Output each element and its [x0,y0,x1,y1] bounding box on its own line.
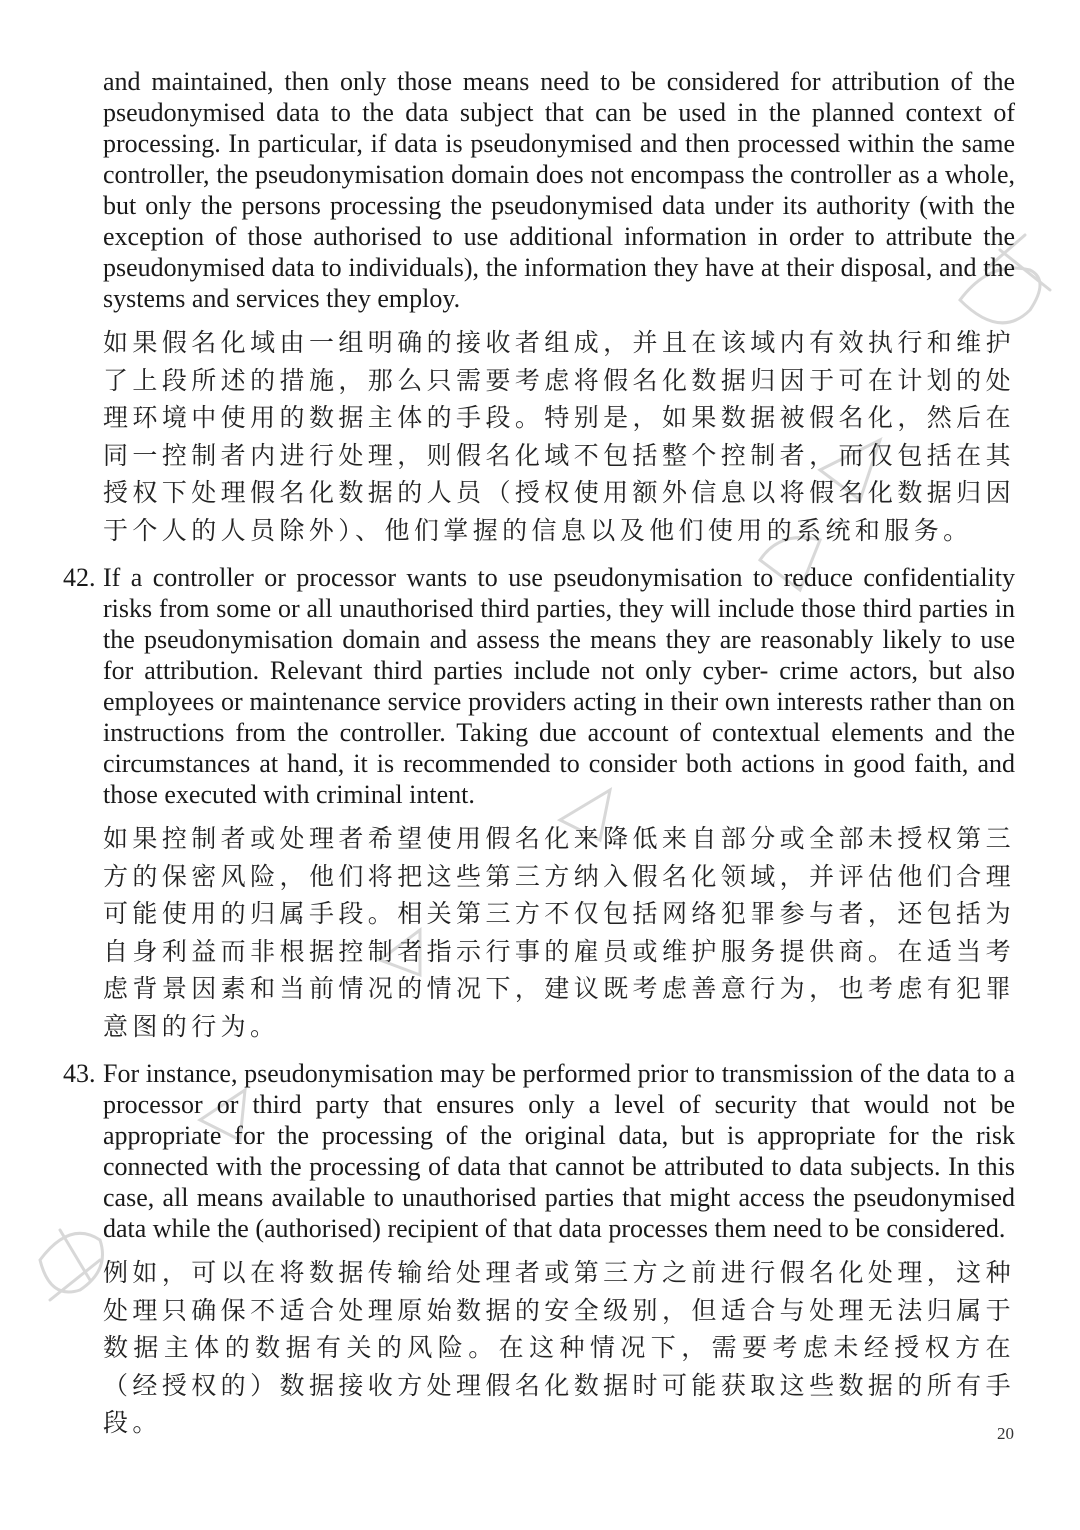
paragraph-english: and maintained, then only those means need to be considered for attribution of the pseudonymised data to the data subject that can be used in the planned context of processing. In particular, if data is pseudonymised and then processed within the same controller, the pseudonymisation domain does not encompass the controller as a whole, but only the persons processing the pseudonymised data under its authority (with the exception of those authorised to use additional information in order to attribute the pseudonymised data to individuals), the information they have at their disposal, and the systems and services they employ. [103,67,1015,313]
paragraph-42 [63,562,1015,1045]
paragraph-english: If a controller or processor wants to use pseudonymisation to reduce confidentiality risks from some or all unauthorised third parties, they will include those third parties in the pseudonymisation domain and assess the means they are reasonably likely to use for attribution. Relevant third parties include not only cyber- crime actors, but also employees or maintenance service providers acting in their own interests rather than on instructions from the controller. Taking due account of contextual elements and the circumstances at hand, it is recommended to consider both actions in good faith, and those executed with criminal intent. [103,563,1015,809]
paragraph-number: 43. [63,1059,96,1088]
paragraph-number: 42. [63,563,96,592]
paragraph-continued [103,66,1015,549]
page-content [63,66,1015,1442]
paragraph-english: For instance, pseudonymisation may be performed prior to transmission of the data to a processor or third party that ensures only a level of security that would not be appropriate for the processing of the original data, but is appropriate for the risk connected with the processing of data that cannot be attributed to data subjects. In this case, all means available to unauthorised parties that might access the pseudonymised data while the (authorised) recipient of that data processes them need to be considered. [103,1059,1015,1243]
paragraph-43 [63,1058,1015,1442]
page-number: 20 [997,1424,1014,1443]
paragraph-chinese: 例如，可以在将数据传输给处理者或第三方之前进行假名化处理，这种处理只确保不适合处理原始数据的安全级别，但适合与处理无法归属于数据主体的数据有关的风险。在这种情况下，需要考虑未经授权方在（经授权的）数据接收方处理假名化数据时可能获取这些数据的所有手段。 [103,1258,1015,1437]
paragraph-chinese: 如果控制者或处理者希望使用假名化来降低来自部分或全部未授权第三方的保密风险，他们将把这些第三方纳入假名化领域，并评估他们合理可能使用的归属手段。相关第三方不仅包括网络犯罪参与者，还包括为自身利益而非根据控制者指示行事的雇员或维护服务提供商。在适当考虑背景因素和当前情况的情况下，建议既考虑善意行为，也考虑有犯罪意图的行为。 [103,824,1015,1041]
paragraph-chinese: 如果假名化域由一组明确的接收者组成，并且在该域内有效执行和维护了上段所述的措施，那么只需要考虑将假名化数据归因于可在计划的处理环境中使用的数据主体的手段。特别是，如果数据被假名化，然后在同一控制者内进行处理，则假名化域不包括整个控制者，而仅包括在其授权下处理假名化数据的人员（授权使用额外信息以将假名化数据归因于个人的人员除外）、他们掌握的信息以及他们使用的系统和服务。 [103,328,1015,545]
